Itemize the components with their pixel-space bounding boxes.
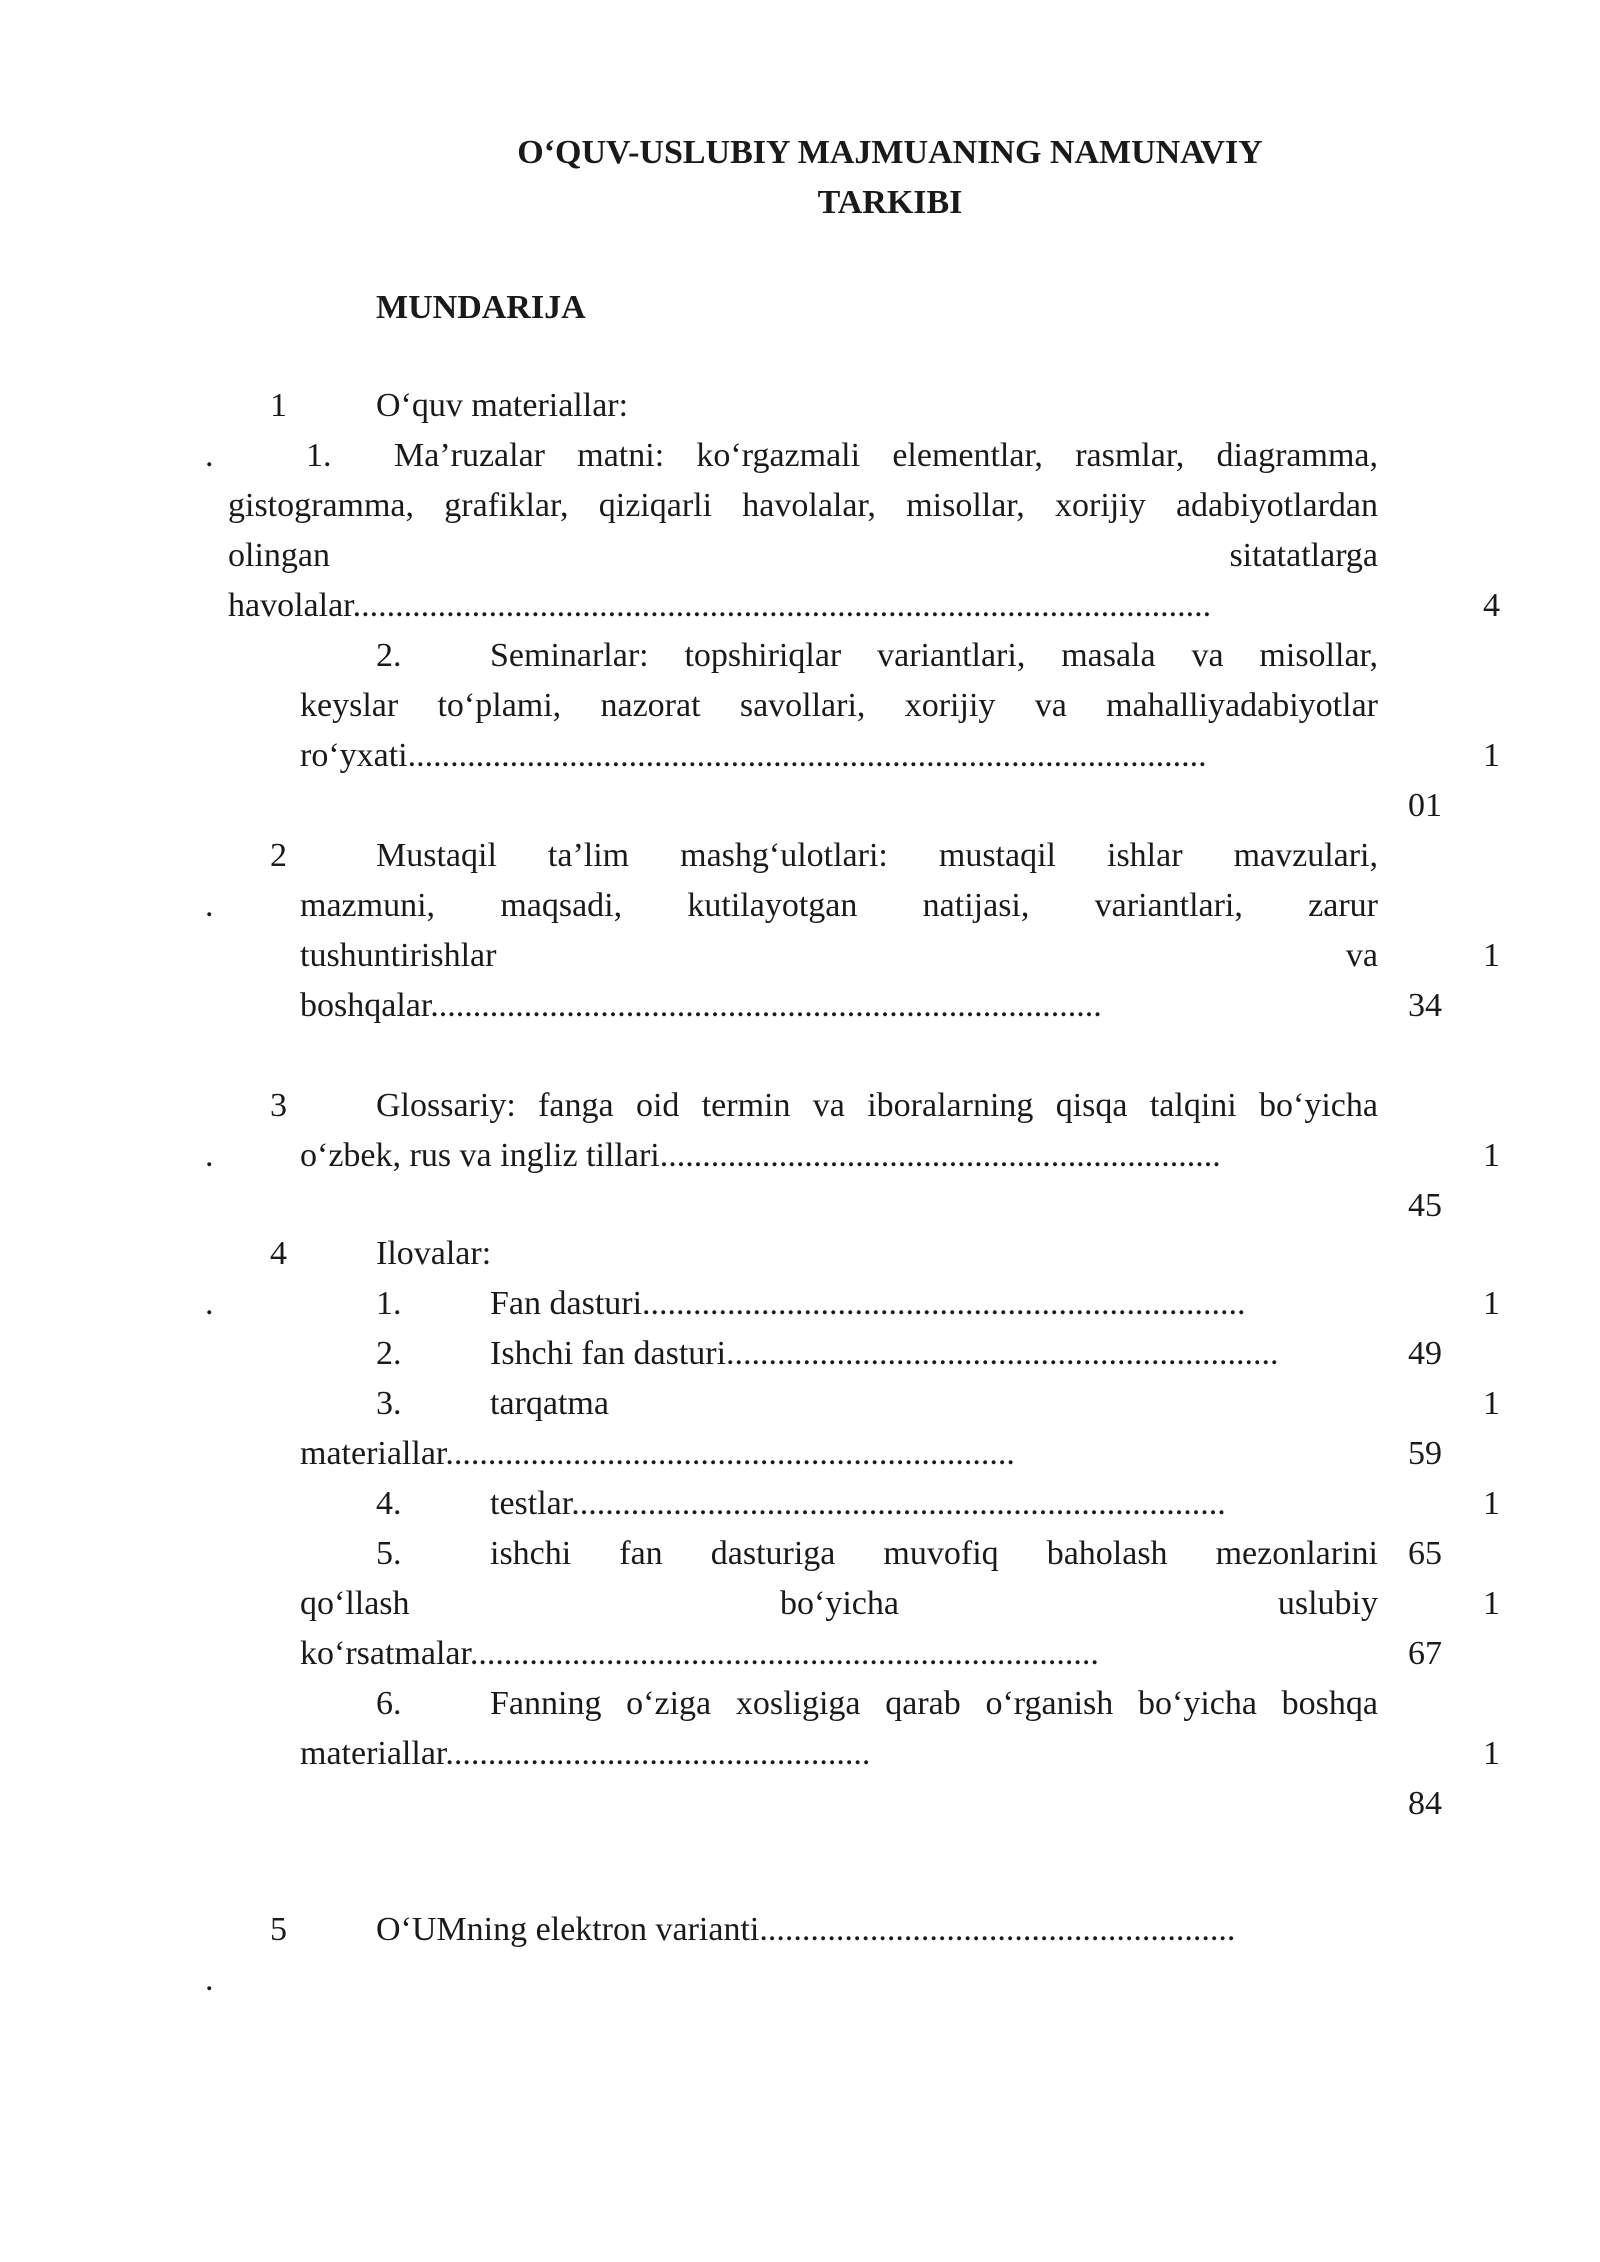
item-1-2-line1: Seminarlar: topshiriqlar variantlari, masala va misollar, <box>490 637 1378 674</box>
item-4-4-text: testlar............................................................................. <box>490 1485 1226 1522</box>
item-4-5-line1: ishchi fan dasturiga muvofiq baholash mezonlarini <box>490 1535 1378 1572</box>
item-1-2-number: 2. <box>376 637 402 674</box>
section-2-dot: . <box>205 887 214 924</box>
section-2-page-part2: 34 <box>1408 987 1442 1024</box>
item-4-1-page: 1 <box>1483 1285 1500 1322</box>
item-4-3-page-part1: 1 <box>1483 1385 1500 1422</box>
item-1-2-page-part1: 1 <box>1483 737 1500 774</box>
section-3-line2: o‘zbek, rus va ingliz tillari.................................................................. <box>300 1137 1221 1174</box>
item-1-1-line3-end: sitatatlarga <box>1229 537 1378 574</box>
item-4-6-number: 6. <box>376 1685 402 1722</box>
item-4-6-line2: materiallar.................................................. <box>300 1735 871 1772</box>
item-4-2-number: 2. <box>376 1335 402 1372</box>
item-4-5-line2-end: uslubiy <box>1277 1585 1378 1622</box>
section-3-number: 3 <box>270 1087 287 1124</box>
section-2-number: 2 <box>270 837 287 874</box>
section-1-dot: . <box>205 437 214 474</box>
item-4-3-line2: materiallar................................................................... <box>300 1435 1015 1472</box>
item-1-2-line2: keyslar to‘plami, nazorat savollari, xorijiy va mahalliyadabiyotlar <box>300 687 1378 724</box>
item-4-2-text: Ishchi fan dasturi................................................................. <box>490 1335 1279 1372</box>
section-3-dot: . <box>205 1137 214 1174</box>
document-title-line2: TARKIBI <box>817 184 963 221</box>
section-4-title: Ilovalar: <box>376 1235 492 1272</box>
item-4-5-number: 5. <box>376 1535 402 1572</box>
item-1-2-line3: ro‘yxati.............................................................................................. <box>300 737 1207 774</box>
item-4-1-text: Fan dasturi....................................................................... <box>490 1285 1246 1322</box>
item-1-1-line3-start: olingan <box>228 537 330 574</box>
section-2-line3-start: tushuntirishlar <box>300 937 497 974</box>
item-1-2-page-part2: 01 <box>1408 787 1442 824</box>
item-4-5-page-part2: 1 <box>1483 1585 1500 1622</box>
section-3-page-part1: 1 <box>1483 1137 1500 1174</box>
section-5-text: O‘UMning elektron varianti........................................................ <box>376 1911 1236 1948</box>
section-5-dot: . <box>205 1961 214 1998</box>
item-4-5-page-part1: 65 <box>1408 1535 1442 1572</box>
item-4-4-page: 1 <box>1483 1485 1500 1522</box>
section-4-number: 4 <box>270 1235 287 1272</box>
item-1-1-line1: Ma’ruzalar matni: ko‘rgazmali elementlar, rasmlar, diagramma, <box>394 437 1378 474</box>
item-4-1-number: 1. <box>376 1285 402 1322</box>
section-2-line4: boshqalar............................................................................... <box>300 987 1102 1024</box>
item-4-5-line2-middle: bo‘yicha <box>780 1585 899 1622</box>
section-2-line3-end: va <box>1345 937 1378 974</box>
item-4-6-page-part2: 84 <box>1408 1785 1442 1822</box>
item-4-2-page: 49 <box>1408 1335 1442 1372</box>
item-4-3-number: 3. <box>376 1385 402 1422</box>
document-title-line1: O‘QUV-USLUBIY MAJMUANING NAMUNAVIY <box>517 134 1263 171</box>
item-1-1-line4: havolalar..................................................................................................... <box>228 587 1212 624</box>
section-1-number: 1 <box>270 387 287 424</box>
section-2-line1: Mustaqil ta’lim mashg‘ulotlari: mustaqil ishlar mavzulari, <box>376 837 1378 874</box>
toc-heading: MUNDARIJA <box>376 289 586 326</box>
item-4-3-text: tarqatma <box>490 1385 609 1422</box>
section-3-page-part2: 45 <box>1408 1187 1442 1224</box>
section-4-dot: . <box>205 1285 214 1322</box>
item-4-6-line1: Fanning o‘ziga xosligiga qarab o‘rganish bo‘yicha boshqa <box>490 1685 1378 1722</box>
section-2-page-part1: 1 <box>1483 937 1500 974</box>
item-4-5-line3: ko‘rsatmalar.......................................................................... <box>300 1635 1099 1672</box>
item-1-1-number: 1. <box>306 437 332 474</box>
item-4-4-number: 4. <box>376 1485 402 1522</box>
item-1-1-page: 4 <box>1483 587 1500 624</box>
section-5-number: 5 <box>270 1911 287 1948</box>
item-4-5-line2-start: qo‘llash <box>300 1585 410 1622</box>
section-3-line1: Glossariy: fanga oid termin va iboralarning qisqa talqini bo‘yicha <box>376 1087 1378 1124</box>
section-2-line2: mazmuni, maqsadi, kutilayotgan natijasi, variantlari, zarur <box>300 887 1378 924</box>
item-4-3-page-part2: 59 <box>1408 1435 1442 1472</box>
item-1-1-line2: gistogramma, grafiklar, qiziqarli havolalar, misollar, xorijiy adabiyotlardan <box>228 487 1378 524</box>
item-4-5-page-part3: 67 <box>1408 1635 1442 1672</box>
item-4-6-page-part1: 1 <box>1483 1735 1500 1772</box>
section-1-title: O‘quv materiallar: <box>376 387 629 424</box>
